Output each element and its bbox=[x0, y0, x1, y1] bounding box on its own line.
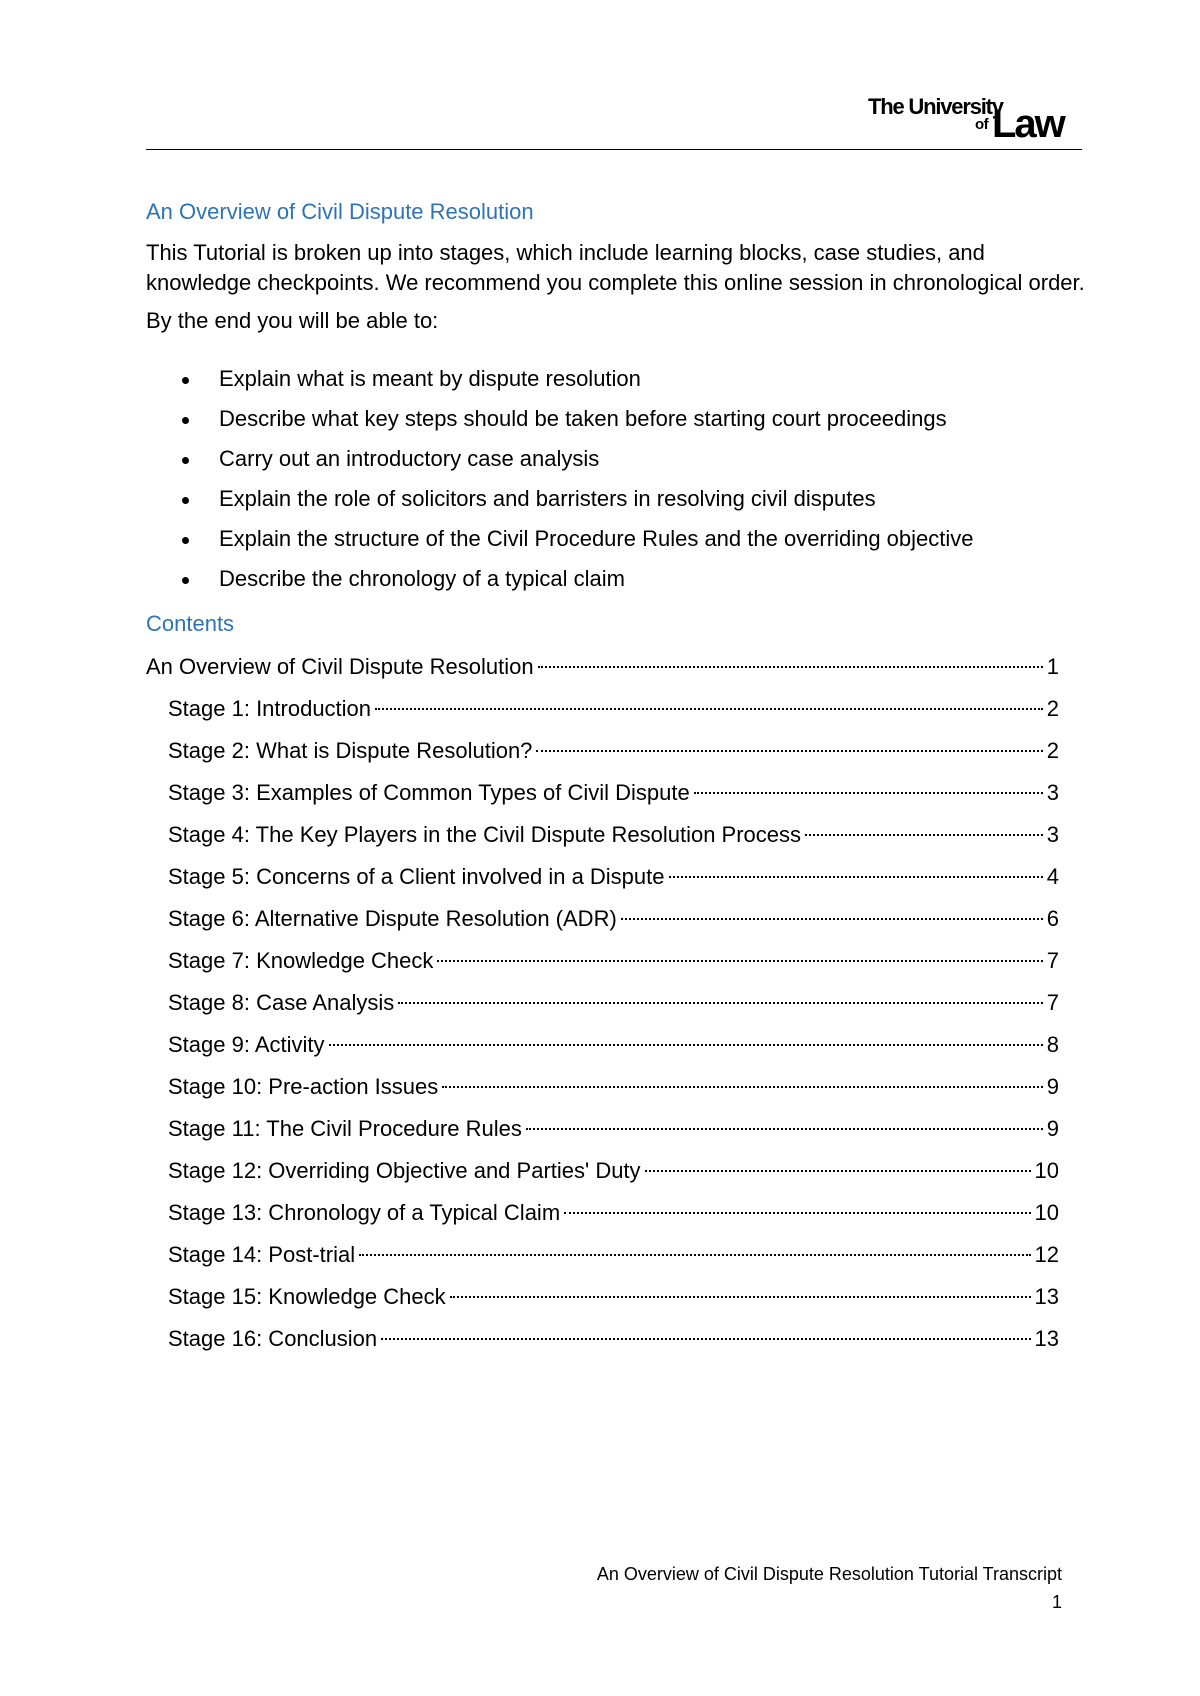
toc-entry[interactable] bbox=[146, 1072, 1059, 1114]
toc-entry[interactable] bbox=[146, 1114, 1059, 1156]
toc-dot-leader bbox=[329, 1044, 1043, 1046]
toc-entry-page: 13 bbox=[1034, 1284, 1059, 1309]
toc-entry-title: Stage 1: Introduction bbox=[168, 696, 372, 721]
toc-dot-leader bbox=[375, 708, 1043, 710]
list-item-text: Explain what is meant by dispute resolution bbox=[219, 366, 641, 391]
toc-dot-leader bbox=[564, 1212, 1030, 1214]
list-item bbox=[146, 564, 1086, 594]
toc-entry[interactable] bbox=[146, 1198, 1059, 1240]
toc-entry-title: Stage 8: Case Analysis bbox=[168, 990, 395, 1015]
footer-page-number: 1 bbox=[1051, 1592, 1062, 1612]
university-of-law-logo bbox=[862, 94, 1072, 146]
toc-dot-leader bbox=[694, 792, 1043, 794]
logo-text-the-university: The University bbox=[868, 94, 1003, 119]
toc-dot-leader bbox=[536, 750, 1042, 752]
toc-dot-leader bbox=[621, 918, 1043, 920]
toc-entry-page: 2 bbox=[1046, 738, 1059, 763]
bullet-icon bbox=[182, 577, 189, 584]
toc-entry-page: 6 bbox=[1046, 906, 1059, 931]
toc-entry-page: 10 bbox=[1034, 1158, 1059, 1183]
toc-entry-page: 8 bbox=[1046, 1032, 1059, 1057]
document-body bbox=[146, 198, 1086, 1366]
toc-entry-title: Stage 16: Conclusion bbox=[168, 1326, 378, 1351]
toc-dot-leader bbox=[450, 1296, 1031, 1298]
list-item bbox=[146, 404, 1086, 434]
toc-entry-page: 3 bbox=[1046, 822, 1059, 847]
toc-entry[interactable] bbox=[146, 778, 1059, 820]
footer-document-title: An Overview of Civil Dispute Resolution Tutorial Transcript bbox=[596, 1564, 1062, 1584]
toc-entry-page: 3 bbox=[1046, 780, 1059, 805]
toc-dot-leader bbox=[645, 1170, 1031, 1172]
toc-dot-leader bbox=[359, 1254, 1030, 1256]
toc-entry-title: Stage 2: What is Dispute Resolution? bbox=[168, 738, 533, 763]
intro-paragraph: This Tutorial is broken up into stages, which include learning blocks, case studies, and knowledge checkpoints. We recommend you complete this online session in chronological order. bbox=[146, 240, 1085, 295]
logo-text-law: Law bbox=[992, 102, 1064, 146]
toc-entry-page: 2 bbox=[1046, 696, 1059, 721]
toc-entry[interactable] bbox=[146, 862, 1059, 904]
toc-entry-page: 4 bbox=[1046, 864, 1059, 889]
toc-entry[interactable] bbox=[146, 1324, 1059, 1366]
list-item-text: Describe the chronology of a typical claim bbox=[219, 566, 625, 591]
bullet-icon bbox=[182, 537, 189, 544]
bullet-icon bbox=[182, 417, 189, 424]
toc-entry-page: 12 bbox=[1034, 1242, 1059, 1267]
toc-entry-title: Stage 13: Chronology of a Typical Claim bbox=[168, 1200, 561, 1225]
list-item-text: Describe what key steps should be taken before starting court proceedings bbox=[219, 406, 947, 431]
toc-entry[interactable] bbox=[146, 820, 1059, 862]
toc-dot-leader bbox=[437, 960, 1042, 962]
toc-entry-page: 1 bbox=[1046, 654, 1059, 679]
page-footer bbox=[597, 1560, 1062, 1616]
toc-entry-title: Stage 3: Examples of Common Types of Civil Dispute bbox=[168, 780, 690, 805]
toc-entry-title: An Overview of Civil Dispute Resolution bbox=[146, 654, 534, 679]
toc-dot-leader bbox=[381, 1338, 1030, 1340]
toc-dot-leader bbox=[669, 876, 1043, 878]
toc-entry-title: Stage 5: Concerns of a Client involved in a Dispute bbox=[168, 864, 665, 889]
toc-entry-page: 9 bbox=[1046, 1074, 1059, 1099]
toc-entry-page: 9 bbox=[1046, 1116, 1059, 1141]
toc-dot-leader bbox=[398, 1002, 1043, 1004]
toc-entry-title: Stage 6: Alternative Dispute Resolution (ADR) bbox=[168, 906, 617, 931]
contents-heading: Contents bbox=[146, 611, 235, 636]
toc-entry[interactable] bbox=[146, 1156, 1059, 1198]
toc-entry[interactable] bbox=[146, 736, 1059, 778]
list-item-text: Explain the role of solicitors and barristers in resolving civil disputes bbox=[219, 486, 876, 511]
toc-entry-title: Stage 4: The Key Players in the Civil Dispute Resolution Process bbox=[168, 822, 802, 847]
toc-entry[interactable] bbox=[146, 1240, 1059, 1282]
toc-entry[interactable] bbox=[146, 946, 1059, 988]
toc-entry[interactable] bbox=[146, 652, 1059, 694]
list-item bbox=[146, 484, 1086, 514]
toc-entry-title: Stage 10: Pre-action Issues bbox=[168, 1074, 439, 1099]
list-item bbox=[146, 444, 1086, 474]
toc-entry-page: 7 bbox=[1046, 948, 1059, 973]
toc-entry-page: 10 bbox=[1034, 1200, 1059, 1225]
toc-entry[interactable] bbox=[146, 1030, 1059, 1072]
toc-entry-title: Stage 15: Knowledge Check bbox=[168, 1284, 446, 1309]
toc-entry-page: 13 bbox=[1034, 1326, 1059, 1351]
page-title: An Overview of Civil Dispute Resolution bbox=[146, 199, 534, 224]
list-item-text: Explain the structure of the Civil Procedure Rules and the overriding objective bbox=[219, 526, 974, 551]
bullet-icon bbox=[182, 497, 189, 504]
bullet-icon bbox=[182, 457, 189, 464]
toc-entry-title: Stage 9: Activity bbox=[168, 1032, 325, 1057]
page-header bbox=[146, 95, 1082, 150]
toc-entry[interactable] bbox=[146, 694, 1059, 736]
list-item bbox=[146, 524, 1086, 554]
toc-dot-leader bbox=[538, 666, 1043, 668]
toc-entry-title: Stage 7: Knowledge Check bbox=[168, 948, 434, 973]
bullet-icon bbox=[182, 377, 189, 384]
toc-entry[interactable] bbox=[146, 1282, 1059, 1324]
lead-in-paragraph: By the end you will be able to: bbox=[146, 308, 439, 333]
list-item bbox=[146, 364, 1086, 394]
toc-dot-leader bbox=[442, 1086, 1042, 1088]
list-item-text: Carry out an introductory case analysis bbox=[219, 446, 600, 471]
toc-entry[interactable] bbox=[146, 904, 1059, 946]
toc-entry-title: Stage 14: Post-trial bbox=[168, 1242, 356, 1267]
toc-entry[interactable] bbox=[146, 988, 1059, 1030]
learning-outcomes-list bbox=[146, 364, 1086, 594]
table-of-contents bbox=[146, 652, 1059, 1366]
toc-dot-leader bbox=[805, 834, 1043, 836]
toc-dot-leader bbox=[526, 1128, 1043, 1130]
toc-entry-title: Stage 11: The Civil Procedure Rules bbox=[168, 1116, 522, 1141]
logo-text-of: of bbox=[975, 116, 989, 133]
toc-entry-page: 7 bbox=[1046, 990, 1059, 1015]
toc-entry-title: Stage 12: Overriding Objective and Parties' Duty bbox=[168, 1158, 641, 1183]
